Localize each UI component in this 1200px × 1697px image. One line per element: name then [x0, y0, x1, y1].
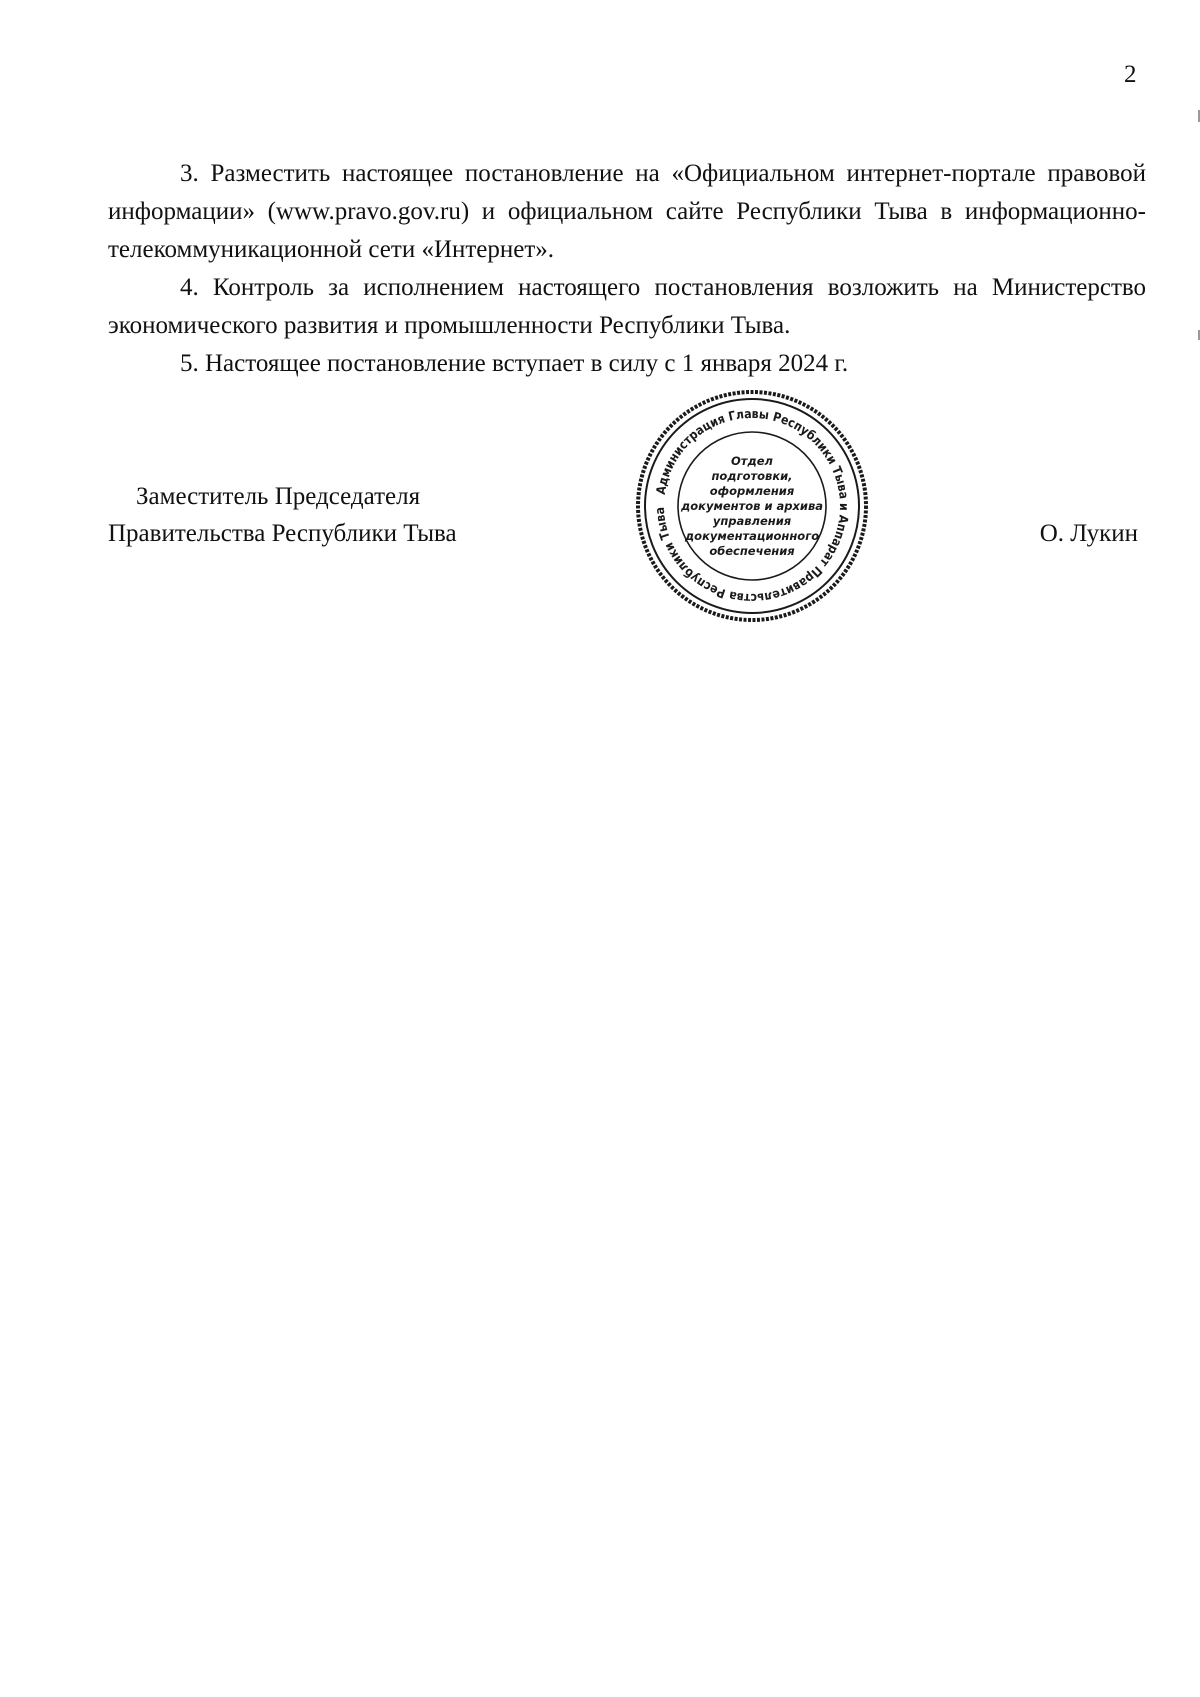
paragraph-5: 5. Настоящее постановление вступает в силу с 1 января 2024 г. — [180, 350, 849, 377]
stamp-ring-text: Администрация Главы Республики Тыва и Аппарат Правительства Республики Тыва — [651, 405, 853, 607]
stamp-center-line: документов и архива — [680, 498, 824, 513]
stamp-center-line: обеспечения — [709, 543, 795, 558]
page-number: 2 — [1124, 61, 1137, 88]
stamp-center-text — [674, 440, 830, 572]
paragraph-3: 3. Разместить настоящее постановление на «Официальном интернет-портале правовой информации» (www.pravo.gov.ru) и официальном сайте Республики Тыва в информационно-телекоммуникационной сети «Интернет». — [108, 160, 1146, 263]
stamp-center-line: управления — [712, 513, 792, 528]
signatory-position-line1: Заместитель Председателя — [136, 483, 421, 510]
stamp-center-line: подготовки, — [711, 468, 793, 483]
stamp-center-line: документационного — [684, 528, 820, 543]
official-stamp — [634, 388, 870, 624]
signatory-name: О. Лукин — [1039, 520, 1138, 547]
signatory-position — [108, 478, 457, 552]
stamp-center-line: Отдел — [731, 453, 773, 468]
signatory-position-line2: Правительства Республики Тыва — [108, 520, 457, 547]
paragraph-4: 4. Контроль за исполнением настоящего постановления возложить на Министерство экономического развития и промышленности Республики Тыва. — [108, 274, 1146, 339]
stamp-center-line: оформления — [709, 483, 795, 498]
document-body — [108, 155, 1146, 383]
